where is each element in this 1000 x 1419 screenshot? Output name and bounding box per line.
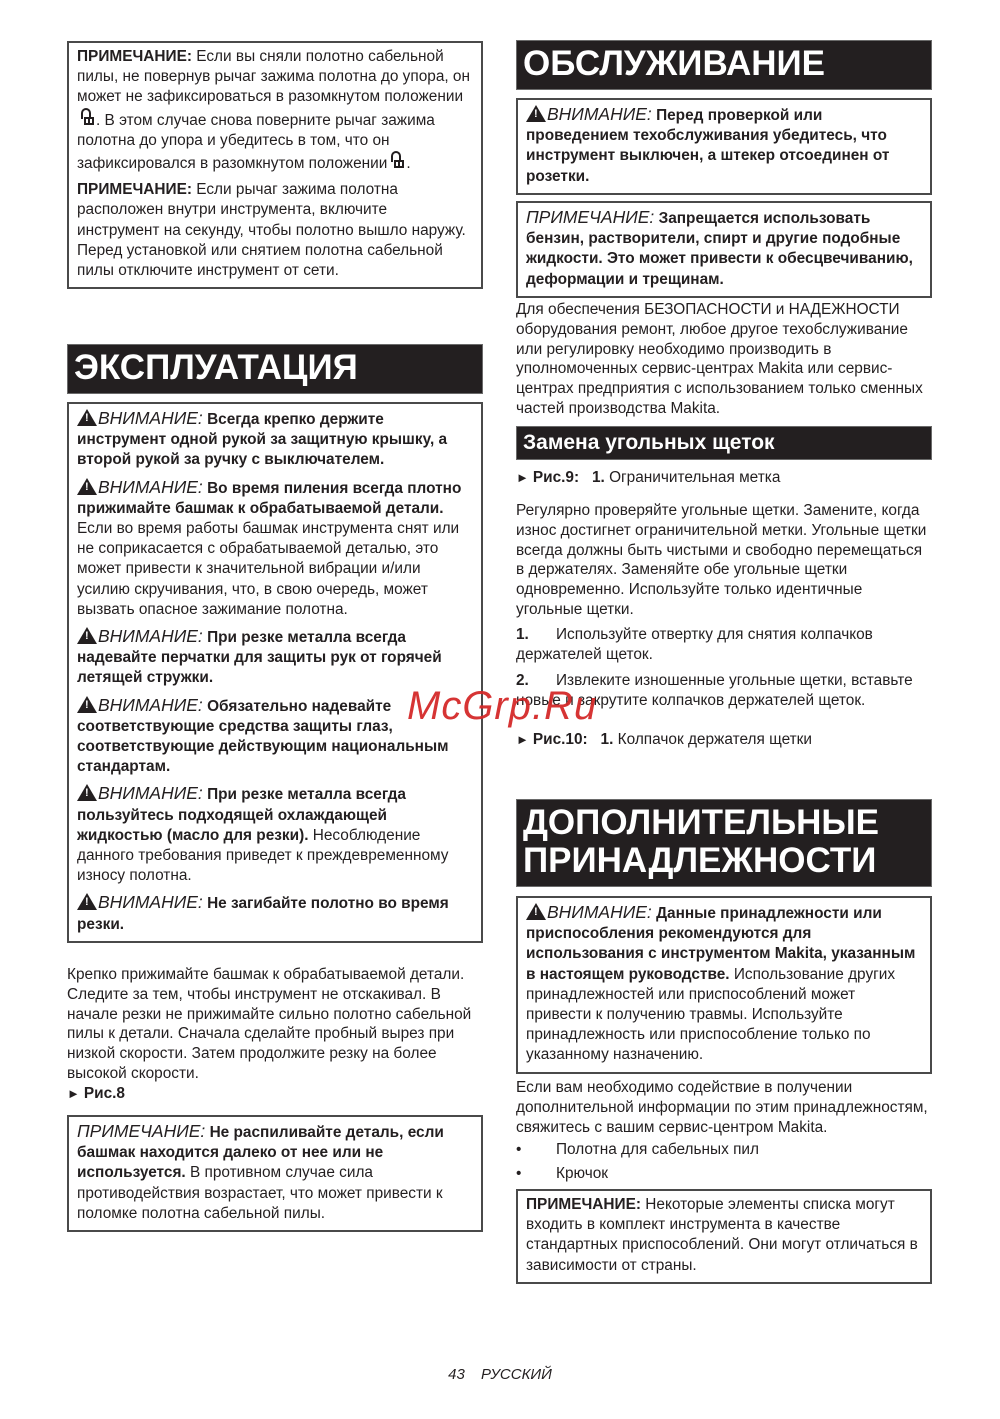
section-header-brushes: Замена угольных щеток: [516, 426, 932, 460]
warning-label: ВНИМАНИЕ:: [547, 902, 652, 922]
warning-triangle-icon: [77, 409, 97, 426]
bullet-text: Крючок: [556, 1165, 609, 1182]
warning-label: ВНИМАНИЕ:: [547, 104, 652, 124]
bullet-icon: •: [516, 1165, 522, 1182]
bullet-item: [516, 1140, 932, 1160]
warning-box-operation: [67, 402, 483, 943]
figure-item-label: Ограничительная метка: [609, 469, 781, 486]
warning-triangle-icon: [77, 696, 97, 713]
note-bold-text: Не распиливайте деталь, если башмак находится далеко от нее или не используется.: [77, 1124, 444, 1182]
note-text: .: [406, 155, 411, 173]
warning-bold-text: При резке металла всегда надевайте перчатки для защиты рук от горячей летящей стружки.: [77, 629, 442, 687]
paragraph-text: Если вам необходимо содействие в получении дополнительной информации по этим принадлежностям, свяжитесь с вашим сервис-центром Makita.: [516, 1079, 928, 1136]
note-paragraph: [526, 1195, 922, 1276]
section-header-operation: ЭКСПЛУАТАЦИЯ: [67, 344, 483, 394]
note-paragraph: [77, 47, 473, 174]
warning-item: [77, 408, 473, 471]
warning-text: Использование других принадлежностей или приспособлений может привести к получению травмы. Используйте принадлежность или приспособление только по указанному назначению.: [526, 965, 896, 1064]
note-text: В противном случае сила противодействия возрастает, что может привести к поломке полотна сабельной пилы.: [77, 1164, 443, 1222]
warning-item: [77, 783, 473, 886]
bullet-text: Полотна для сабельных пил: [556, 1141, 760, 1158]
figure-item-number: 1.: [600, 731, 614, 748]
warning-item: [526, 104, 922, 187]
note-label: ПРИМЕЧАНИЕ:: [526, 1196, 641, 1213]
note-box-blade-lever: [67, 41, 483, 289]
warning-bold-text: Во время пиления всегда плотно прижимайте башмак к обрабатываемой детали.: [77, 479, 462, 517]
warning-triangle-icon: [526, 105, 546, 122]
note-label: ПРИМЕЧАНИЕ:: [77, 181, 192, 199]
step-1: [516, 625, 932, 665]
warning-item: [526, 902, 922, 1066]
note-box-accessories: [516, 1189, 932, 1284]
warning-label: ВНИМАНИЕ:: [98, 626, 203, 647]
section-header-accessories: [516, 799, 932, 887]
arrow-icon: ►: [516, 732, 529, 747]
note-label: ПРИМЕЧАНИЕ:: [526, 207, 655, 227]
paragraph-text: Крепко прижимайте башмак к обрабатываемой детали. Следите за тем, чтобы инструмент не отскакивал. В начале резки не прижимайте сильно полотно сабельной пилы к детали. Сначала сделайте пробный вырез при низкой скорости. Затем продолжите резку на более высокой скорости.: [67, 966, 472, 1082]
step-number: 2.: [516, 672, 529, 689]
note-text: Некоторые элементы списка могут входить в комплект инструмента в качестве стандартных приспособлений. Они могут отличаться в зависимости от страны.: [526, 1196, 918, 1274]
warning-label: ВНИМАНИЕ:: [98, 408, 203, 428]
unlock-icon: [81, 108, 95, 128]
warning-triangle-icon: [77, 784, 97, 801]
note-text: . В этом случае снова поверните рычаг зажима полотна до упора и убедитесь в том, что он зафиксировался в разомкнутом положении: [77, 111, 435, 173]
step-number: 1.: [516, 626, 529, 643]
warning-item: [77, 477, 473, 620]
note-text: Если вы сняли полотно сабельной пилы, не повернув рычаг зажима полотна до упора, он может не зафиксироваться в разомкнутом положении: [77, 48, 470, 106]
note-box-shoe: [67, 1115, 483, 1232]
page-number: 43: [448, 1366, 465, 1383]
warning-triangle-icon: [77, 627, 97, 644]
warning-box-maintenance: [516, 98, 932, 195]
note-text: Если рычаг зажима полотна расположен внутри инструмента, включите инструмент на секунду, чтобы полотно вышло наружу. Перед установкой или снятием полотна сабельной пилы отключите инструмент от сети.: [77, 181, 466, 280]
warning-item: [77, 892, 473, 934]
warning-triangle-icon: [77, 893, 97, 910]
header-line: ПРИНАДЛЕЖНОСТИ: [523, 841, 877, 880]
warning-bold-text: При резке металла всегда пользуйтесь подходящей охлаждающей жидкостью (масло для резки).: [77, 786, 406, 844]
section-header-maintenance: ОБСЛУЖИВАНИЕ: [516, 40, 932, 90]
bullet-item: [516, 1164, 932, 1184]
figure-reference-9: [516, 468, 932, 488]
warning-label: ВНИМАНИЕ:: [98, 892, 203, 913]
warning-label: ВНИМАНИЕ:: [98, 694, 203, 715]
warning-box-accessories: [516, 896, 932, 1074]
paragraph-text: Регулярно проверяйте угольные щетки. Замените, когда износ достигнет ограничительной метки. Угольные щетки всегда должны быть чистыми и свободно перемещаться в держателях. Заменяйте обе угольные щетки одновременно. Используйте только идентичные угольные щетки.: [516, 502, 927, 618]
warning-bold-text: Всегда крепко держите инструмент одной рукой за защитную крышку, а второй рукой за ручку с выключателем.: [77, 411, 448, 469]
step-text: Извлеките изношенные угольные щетки, вставьте новые и закрутите колпачков держателей щеток.: [516, 672, 913, 709]
note-paragraph: [77, 180, 473, 281]
page-footer: [0, 1366, 1000, 1383]
note-bold-text: Запрещается использовать бензин, растворители, спирт и другие подобные жидкости. Это может привести к обесцвечиванию, деформации и трещинам.: [526, 210, 913, 288]
watermark: McGrp.Ru: [407, 684, 598, 728]
warning-label: ВНИМАНИЕ:: [98, 783, 203, 804]
note-label: ПРИМЕЧАНИЕ:: [77, 48, 192, 65]
paragraph-text: Для обеспечения БЕЗОПАСНОСТИ и НАДЕЖНОСТИ оборудования ремонт, любое другое техобслуживание или регулировку необходимо производить в уполномоченных сервис-центрах Makita или сервис-центрах предприятия с использованием только сменных частей производства Makita.: [516, 301, 923, 417]
arrow-icon: ►: [67, 1085, 80, 1101]
note-label: ПРИМЕЧАНИЕ:: [77, 1121, 206, 1141]
warning-bold-text: Перед проверкой или проведением техобслуживания убедитесь, что инструмент выключен, а штекер отсоединен от розетки.: [526, 107, 890, 185]
arrow-icon: ►: [516, 470, 529, 485]
warning-text: Несоблюдение данного требования приведет к преждевременному износу полотна.: [77, 826, 449, 885]
note-paragraph: [526, 207, 922, 290]
step-text: Используйте отвертку для снятия колпачков держателей щеток.: [516, 626, 873, 663]
figure-item-number: 1.: [591, 469, 605, 486]
note-paragraph: [77, 1121, 473, 1224]
figure-link[interactable]: Рис.8: [83, 1084, 125, 1102]
accessories-paragraph: [516, 1078, 932, 1137]
figure-item-label: Колпачок держателя щетки: [617, 731, 812, 748]
maintenance-paragraph: [516, 300, 932, 419]
note-box-solvents: [516, 201, 932, 298]
figure-link[interactable]: Рис.10:: [532, 731, 588, 748]
operation-paragraph: [67, 965, 483, 1104]
warning-bold-text: Обязательно надевайте соответствующие средства защиты глаз, соответствующие действующим национальным стандартам.: [77, 697, 449, 776]
warning-bold-text: Данные принадлежности или приспособления рекомендуются для использования с инструментом Makita, указанным в настоящем руководстве.: [526, 905, 916, 983]
warning-text: Если во время работы башмак инструмента снят или не соприкасается с обрабатываемой деталью, это может привести к значительной вибрации и/или усилию скручивания, что, в свою очередь, может вызвать опасное зажимание полотна.: [77, 520, 460, 618]
figure-reference-10: [516, 730, 932, 750]
page-language: РУССКИЙ: [480, 1366, 552, 1383]
bullet-icon: •: [516, 1141, 522, 1158]
warning-item: [77, 626, 473, 689]
warning-label: ВНИМАНИЕ:: [98, 476, 203, 497]
brushes-paragraph: [516, 501, 932, 620]
figure-link[interactable]: Рис.9:: [532, 469, 580, 486]
warning-bold-text: Не загибайте полотно во время резки.: [77, 895, 449, 933]
figure-reference: [67, 1084, 483, 1104]
warning-triangle-icon: [77, 478, 97, 495]
header-line: ДОПОЛНИТЕЛЬНЫЕ: [523, 803, 879, 842]
warning-triangle-icon: [526, 903, 546, 920]
unlock-icon: [391, 151, 405, 171]
